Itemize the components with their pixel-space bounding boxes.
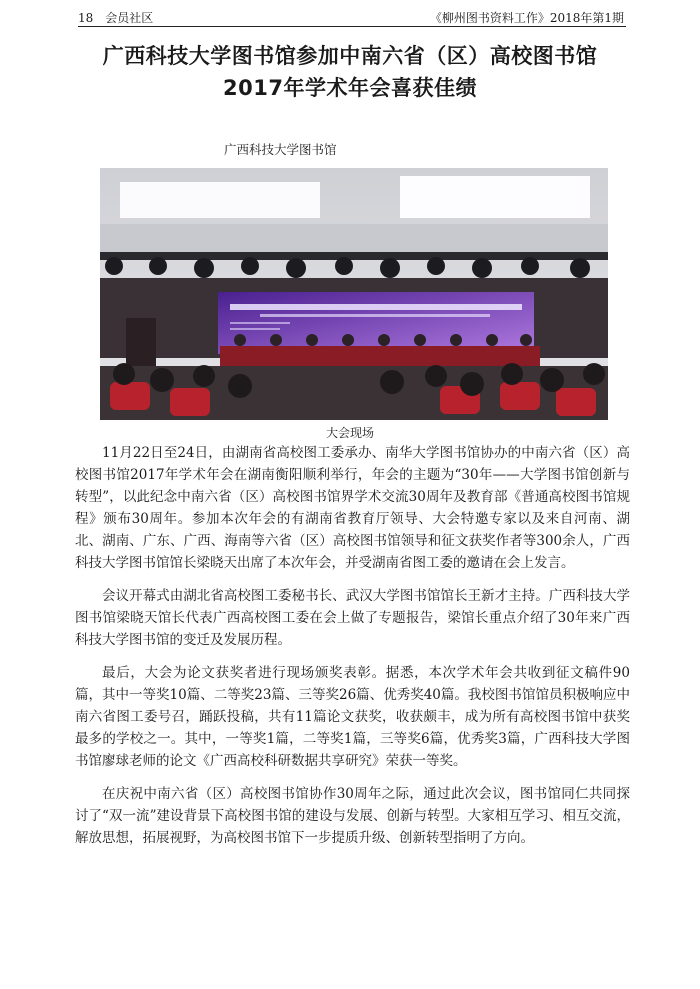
photo-caption: 大会现场: [325, 426, 374, 440]
paragraph: 最后，大会为论文获奖者进行现场颁奖表彰。据悉，本次学术年会共收到征文稿件90篇，其中一等奖10篇、二等奖23篇、三等奖26篇、优秀奖40篇。我校图书馆馆员积极响应中南六省图工委号召，踊跃投稿，共有11篇论文获奖，收获颇丰，成为所有高校图书馆中获奖最多的学校之一。其中，一等奖1篇，二等奖1篇，三等奖6篇，优秀奖3篇，广西科技大学图书馆廖球老师的论文《广西高校科研数据共享研究》荣获一等奖。: [75, 665, 630, 769]
header-rule: [78, 26, 626, 27]
article-title-line2: 2017年学术年会喜获佳绩: [223, 76, 477, 100]
conference-photo-drawing: [100, 168, 608, 420]
paragraph: 在庆祝中南六省（区）高校图书馆协作30周年之际，通过此次会议，图书馆同仁共同探讨了“双一流”建设背景下高校图书馆的建设与发展、创新与转型。大家相互学习、相互交流，解放思想，拓展视野，为高校图书馆下一步提质升级、创新转型指明了方向。: [75, 786, 630, 846]
article-author: 广西科技大学图书馆: [224, 142, 337, 157]
paragraph: 会议开幕式由湖北省高校图工委秘书长、武汉大学图书馆馆长王新才主持。广西科技大学图书馆梁晓天馆长代表广西高校图工委在会上做了专题报告，梁馆长重点介绍了30年来广西科技大学图书馆的变迁及发展历程。: [75, 588, 630, 648]
paragraph: 11月22日至24日，由湖南省高校图工委承办、南华大学图书馆协办的中南六省（区）高校图书馆2017年学术年会在湖南衡阳顺利举行，年会的主题为“30年——大学图书馆创新与转型”，以此纪念中南六省（区）高校图书馆界学术交流30周年及教育部《普通高校图书馆规程》颁布30周年。参加本次年会的有湖南省教育厅领导、大会特邀专家以及来自河南、湖北、湖南、广东、广西、海南等六省（区）高校图书馆领导和征文获奖作者等300余人，广西科技大学图书馆馆长梁晓天出席了本次年会，并受湖南省图工委的邀请在会上发言。: [75, 445, 630, 571]
article-title-line1: 广西科技大学图书馆参加中南六省（区）高校图书馆: [102, 44, 598, 68]
article-body: [75, 442, 630, 860]
header-page-section: 18 会员社区: [78, 11, 154, 25]
header-journal-issue: 《柳州图书资料工作》2018年第1期: [429, 11, 624, 25]
running-header: [78, 6, 624, 28]
conference-photo: [100, 168, 608, 420]
